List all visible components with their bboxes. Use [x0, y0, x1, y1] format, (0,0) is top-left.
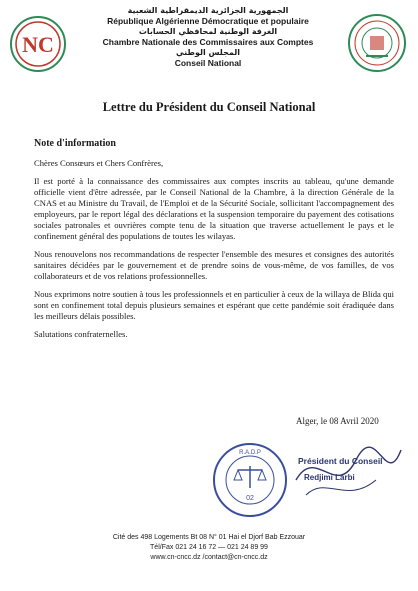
logo-letters: NC: [22, 32, 54, 57]
stamp-number: 02: [246, 495, 254, 502]
footer-address: Cité des 498 Logements Bt 08 N° 01 Hai el Djorf Bab Ezzouar: [112, 534, 306, 541]
letterhead-text: [72, 6, 344, 69]
letter-title: Lettre du Président du Conseil National: [102, 100, 316, 114]
footer-web: www.cn-cncc.dz /contact@cn-cncc.dz: [150, 554, 268, 561]
closing: Salutations confraternelles.: [34, 329, 128, 339]
paragraph-1: Il est porté à la connaissance des commissaires aux comptes inscrits au tableau, qu'une demande officielle vient d'être adressée, par le Conseil National de la Chambre, à la direction Générale de la CNAS et au Ministre du Travail, de l'Emploi et de la Sécurité Sociale, sollicitant l'accompagnement des employeurs, par le report légal des déclarations et la suspension temporaire du payement des cotisations sociales patronales et ouvrières compte tenu de la situation que traverse actuellement le pays et le confinement général des populations de toutes les wilayas.: [34, 176, 394, 241]
official-stamp-icon: [210, 440, 290, 520]
note-heading: Note d'information: [34, 138, 116, 149]
french-council: Conseil National: [174, 58, 242, 68]
signature-title: Président du Conseil: [298, 456, 383, 466]
date-line: Alger, le 08 Avril 2020: [296, 416, 379, 426]
letter-footer: [0, 533, 418, 563]
chamber-emblem-icon: [346, 12, 408, 74]
french-chamber: Chambre Nationale des Commissaires aux Comptes: [102, 37, 314, 47]
paragraph-3: Nous exprimons notre soutien à tous les professionnels et en particulier à ceux de la willaya de Blida qui sont en confinement total depuis plusieurs semaines et espérant que cette pandémie soit éradiquée dans les meilleurs délais possibles.: [34, 289, 394, 321]
footer-phone: Tél/Fax 021 24 16 72 — 021 24 89 99: [150, 544, 268, 551]
letterhead: [0, 0, 418, 92]
arabic-republic: الجمهورية الجزائرية الديمقراطية الشعبية: [127, 6, 289, 15]
signature-name: Redjimi Larbi: [304, 473, 355, 482]
letter-body: [34, 138, 394, 347]
arabic-council: المجلس الوطني: [176, 48, 240, 57]
greeting: Chères Consœurs et Chers Confrères,: [34, 158, 164, 168]
paragraph-2: Nous renouvelons nos recommandations de respecter l'ensemble des mesures et consignes des autorités sanitaires décidées par le gouvernement et de prendre soins de vous-même, de vos familles, de vos collaborateurs et de vos relations professionnelles.: [34, 249, 394, 281]
stamp-top-text: R.A.D.P: [239, 450, 261, 456]
french-republic: République Algérienne Démocratique et populaire: [107, 16, 309, 26]
cncc-logo-icon: [8, 14, 68, 74]
arabic-chamber: الغرفة الوطنية لمحافظي الحسابات: [138, 27, 278, 36]
